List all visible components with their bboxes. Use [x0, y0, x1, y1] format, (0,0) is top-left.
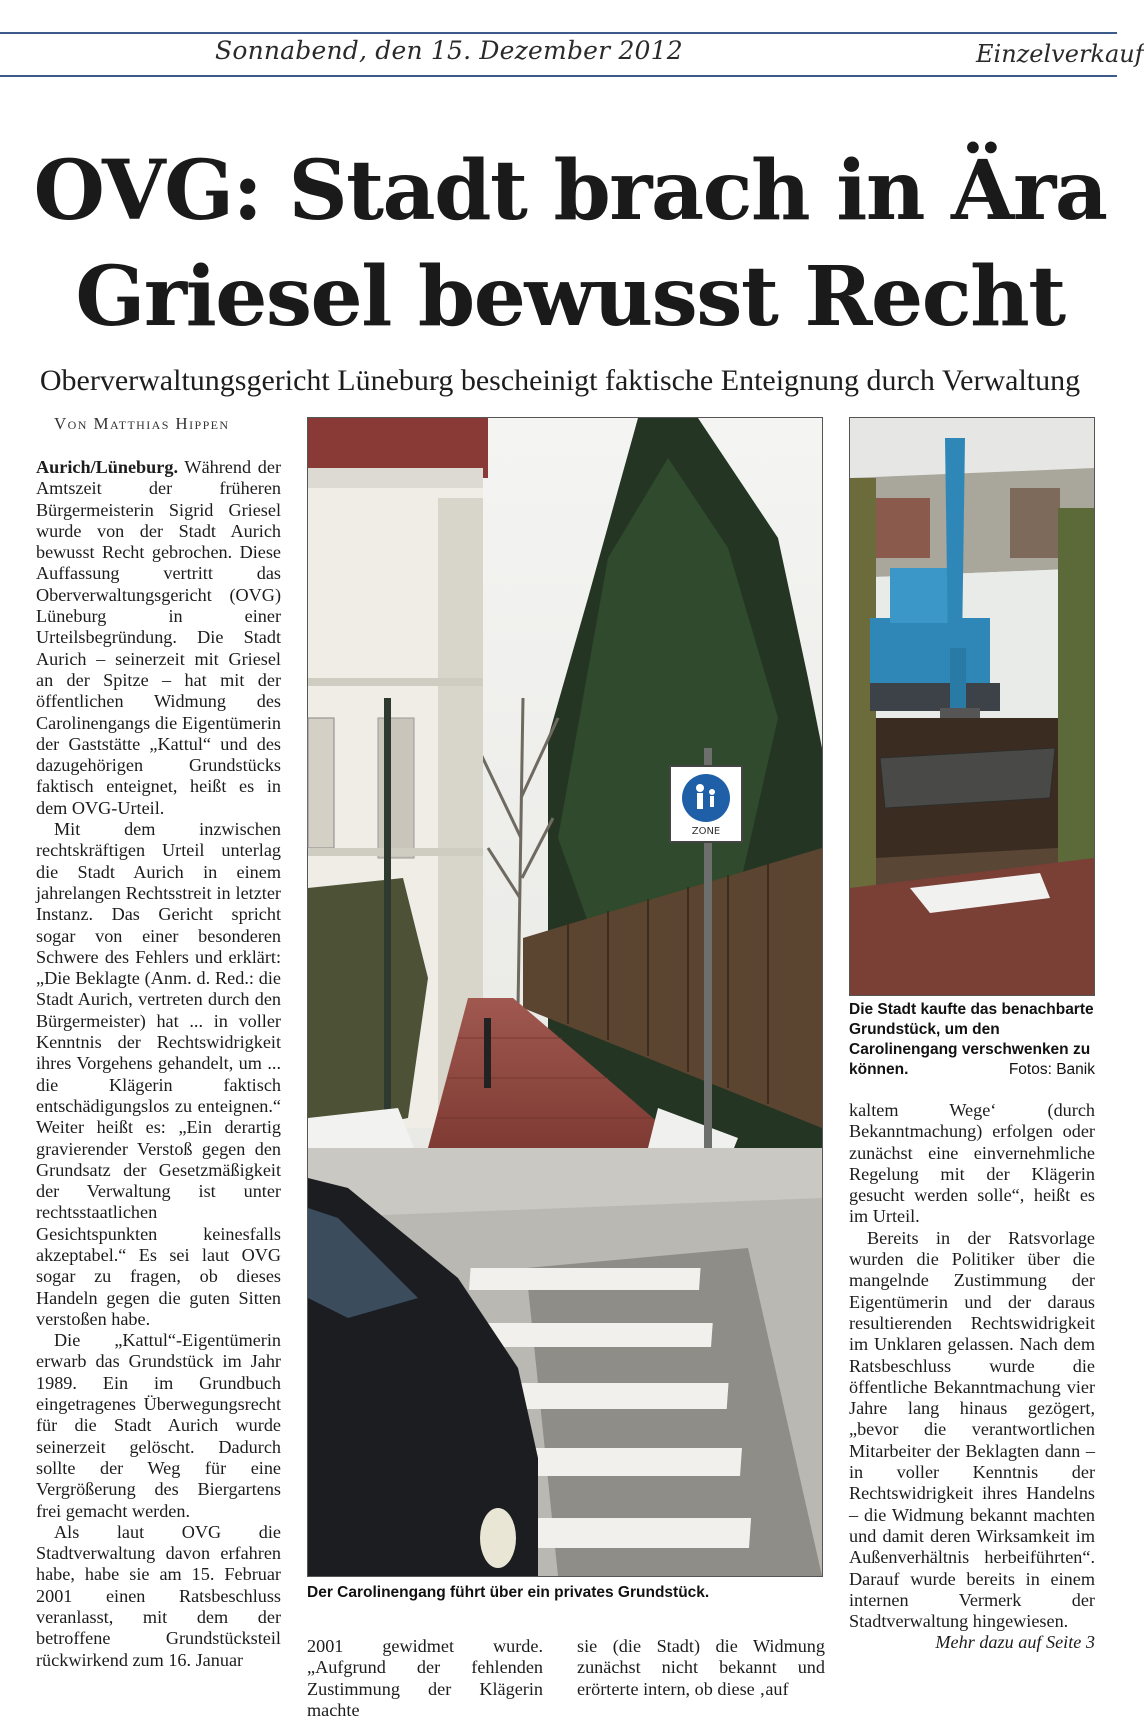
paragraph-1: [36, 457, 281, 819]
masthead-rule-top: [0, 32, 1117, 34]
article-column-3: sie (die Stadt) die Widmung zunächst nicht bekannt und erörterte intern, ob diese ‚auf: [577, 1636, 825, 1699]
photo-caption-main: Der Carolinengang führt über ein privates Grundstück.: [307, 1584, 710, 1601]
paragraph-4: Als laut OVG die Stadtverwaltung davon erfahren habe, habe sie am 15. Februar 2001 einen Ratsbeschluss veranlasst, mit dem der betroffene Grundstücksteil rückwirkend zum 16. Januar: [36, 1521, 281, 1670]
article-column-4: [849, 1100, 1095, 1654]
photo-carolinengang: [307, 417, 823, 1577]
paragraph-6-text: Bereits in der Ratsvorlage wurden die Politiker über die mangelnde Zustimmung der Eigentümerin und der daraus resultierenden Rechtswidrigkeit im Unklaren gelassen. Nach dem Ratsbeschluss wurde die öffentliche Bekanntmachung vier Jahre lang hinaus gezögert, „bevor die verantwortlichen Mitarbeiter der Beklagten dann – in voller Kenntnis der Rechtswidrigkeit ihres Handelns – die Widmung bekannt machten und damit deren Wirksamkeit im Außenverhältnis herbeiführten“. Darauf wurde bereits in einem internen Vermerk der Stadtverwaltung hingewiesen.: [849, 1227, 1095, 1632]
alley-illustration: [308, 418, 822, 1576]
paragraph-5: kaltem Wege‘ (durch Bekanntmachung) erfolgen oder zunächst eine einvernehmliche Regelung mit der Klägerin gesucht werden solle“, heißt es im Urteil.: [849, 1100, 1095, 1227]
photo-credit: Fotos: Banik: [1008, 1061, 1095, 1078]
headline-line-2: Griesel bewusst Recht: [75, 249, 1065, 345]
photo-excavator: [849, 417, 1095, 996]
headline-line-1: OVG: Stadt brach in Ära: [33, 143, 1107, 239]
masthead-rule-bottom: [0, 75, 1117, 77]
edition-label: Einzelverkauf: [976, 40, 1144, 68]
paragraph-1-text: Während der Amtszeit der früheren Bürgermeisterin Sigrid Griesel wurde von der Stadt Aurich bewusst Recht gebrochen. Diese Auffassung vertritt das Oberverwaltungsgericht (OVG) Lüneburg in einer Urteilsbegründung. Die Stadt Aurich – seinerzeit mit Griesel an der Spitze – hat mit der öffentlichen Widmung des Carolinengangs die Eigentümerin der Gaststätte „Kattul“ und des dazugehörigen Grundstücks faktisch enteignet, heißt es in dem OVG-Urteil.: [36, 457, 282, 818]
article-column-1: [36, 457, 281, 1693]
subheadline: Oberverwaltungsgericht Lüneburg bescheinigt faktische Enteignung durch Verwaltung: [39, 364, 1081, 397]
excavator-illustration: [850, 418, 1094, 995]
paragraph-3: Die „Kattul“-Eigentümerin erwarb das Grundstück im Jahr 1989. Ein im Grundbuch eingetragenes Überwegungsrecht für die Stadt Aurich wurde seinerzeit gelöscht. Dadurch sollte der Weg für eine Vergrößerung des Biergartens frei gemacht werden.: [36, 1330, 281, 1521]
issue-date: Sonnabend, den 15. Dezember 2012: [215, 36, 683, 65]
photo-caption-side-text: Die Stadt kaufte das benachbarte Grundstück, um den Carolinengang verschwenken zu können.: [849, 1001, 1094, 1078]
headline: [30, 138, 1110, 350]
paragraph-6: [849, 1227, 1095, 1653]
sign-zone-text: ZONE: [691, 826, 721, 837]
paragraph-2: Mit dem inzwischen rechtskräftigen Urteil unterlag die Stadt Aurich in einem jahrelangen Rechtsstreit in letzter Instanz. Das Gericht spricht sogar von einer besonderen Schwere des Fehlers und erklärt: „Die Beklagte (Anm. d. Red.: die Stadt Aurich, vertreten durch den Bürgermeister) hat ... in voller Kenntnis der Rechtswidrigkeit ihres Vorgehens gehandelt, um ... die Klägerin faktisch entschädigungslos zu enteignen.“ Weiter heißt es: „Ein derartig gravierender Verstoß gegen den Grundsatz der Gesetzmäßigkeit der Verwaltung ist unter rechtsstaatlichen Gesichtspunkten keinesfalls akzeptabel.“ Es sei laut OVG sogar zu fragen, ob dieses Handeln gegen die guten Sitten verstoßen habe.: [36, 819, 281, 1329]
byline: Von Matthias Hippen: [54, 414, 230, 433]
dateline: Aurich/Lüneburg.: [36, 457, 178, 477]
article-column-2: 2001 gewidmet wurde. „Aufgrund der fehlenden Zustimmung der Klägerin machte: [307, 1636, 543, 1720]
continued-reference: Mehr dazu auf Seite 3: [935, 1632, 1095, 1653]
photo-caption-side: [849, 1000, 1095, 1080]
